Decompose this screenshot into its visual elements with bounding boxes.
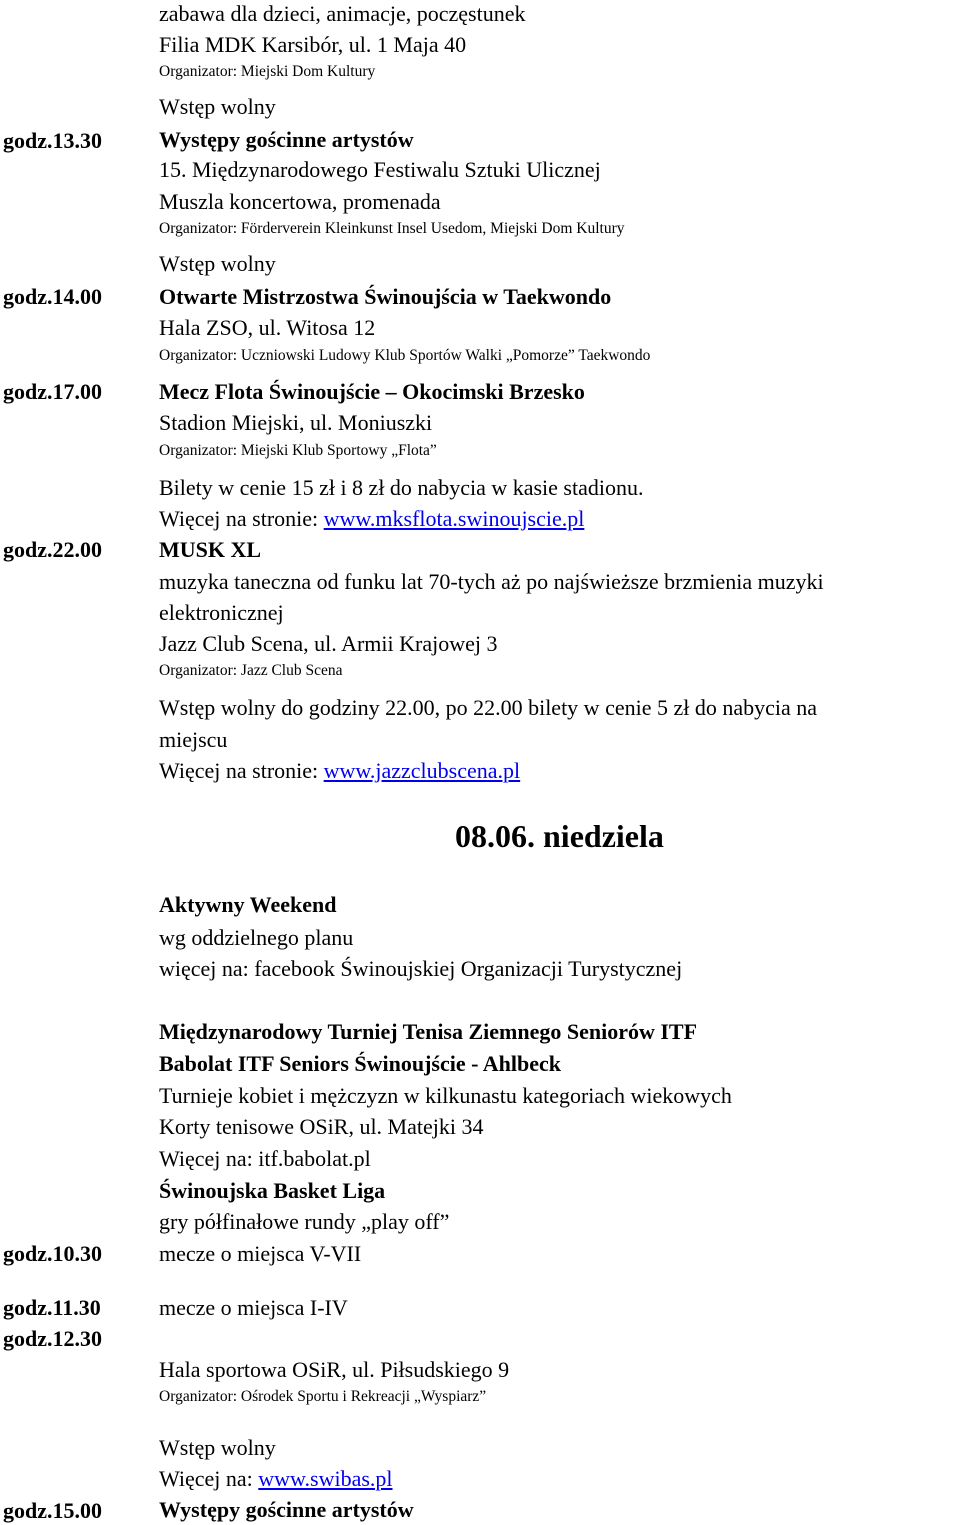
event-admission: miejscu: [159, 727, 228, 752]
event-title: Występy gościnne artystów: [159, 1497, 414, 1522]
event-admission: Wstęp wolny: [159, 1435, 276, 1460]
event-venue: Stadion Miejski, ul. Moniuszki: [159, 410, 433, 435]
event-admission: Wstęp wolny do godziny 22.00, po 22.00 bilety w cenie 5 zł do nabycia na: [159, 695, 818, 720]
event-description: muzyka taneczna od funku lat 70-tych aż po najświeższe brzmienia muzyki: [159, 569, 824, 594]
event-title: Międzynarodowy Turniej Tenisa Ziemnego Seniorów ITF: [159, 1019, 698, 1044]
event-more-info: Więcej na: itf.babolat.pl: [159, 1146, 371, 1171]
swibas-link[interactable]: www.swibas.pl: [258, 1466, 393, 1491]
event-time: godz.11.30: [3, 1295, 101, 1320]
event-organizer: Organizator: Miejski Dom Kultury: [159, 63, 376, 80]
event-description: mecze o miejsca I-IV: [159, 1295, 348, 1320]
event-more-info: [159, 506, 584, 532]
event-venue: Hala ZSO, ul. Witosa 12: [159, 315, 376, 340]
event-description: elektronicznej: [159, 600, 284, 625]
more-info-label: Więcej na stronie:: [159, 758, 324, 783]
event-title: Świnoujska Basket Liga: [159, 1178, 386, 1203]
day-heading: 08.06. niedziela: [455, 818, 664, 854]
mksflota-link[interactable]: www.mksflota.swinoujscie.pl: [323, 506, 585, 531]
event-organizer: Organizator: Jazz Club Scena: [159, 662, 343, 679]
event-more-info: [159, 758, 520, 784]
event-more-info: [159, 1466, 393, 1492]
event-description: Turnieje kobiet i mężczyzn w kilkunastu kategoriach wiekowych: [159, 1083, 732, 1108]
event-organizer: Organizator: Ośrodek Sportu i Rekreacji „Wyspiarz”: [159, 1388, 487, 1405]
event-description: mecze o miejsca V-VII: [159, 1241, 362, 1266]
event-tickets: Bilety w cenie 15 zł i 8 zł do nabycia w kasie stadionu.: [159, 475, 644, 500]
event-venue: Hala sportowa OSiR, ul. Piłsudskiego 9: [159, 1357, 510, 1382]
event-time: godz.12.30: [3, 1326, 102, 1351]
event-organizer: Organizator: Miejski Klub Sportowy „Flota”: [159, 442, 437, 459]
event-time: godz.15.00: [3, 1498, 102, 1523]
event-time: godz.14.00: [3, 284, 102, 309]
event-time: godz.13.30: [3, 128, 102, 153]
event-title: Występy gościnne artystów: [159, 127, 414, 152]
event-organizer: Organizator: Förderverein Kleinkunst Insel Usedom, Miejski Dom Kultury: [159, 220, 625, 237]
more-info-label: Więcej na stronie:: [159, 506, 324, 531]
event-title: 15. Międzynarodowego Festiwalu Sztuki Ulicznej: [159, 157, 601, 182]
event-venue: Jazz Club Scena, ul. Armii Krajowej 3: [159, 631, 498, 656]
event-title: Aktywny Weekend: [159, 892, 337, 917]
event-time: godz.17.00: [3, 379, 102, 404]
event-title: MUSK XL: [159, 537, 262, 562]
event-more-info: więcej na: facebook Świnoujskiej Organizacji Turystycznej: [159, 956, 683, 981]
event-organizer: Organizator: Uczniowski Ludowy Klub Sportów Walki „Pomorze” Taekwondo: [159, 347, 651, 364]
event-title: Babolat ITF Seniors Świnoujście - Ahlbeck: [159, 1051, 561, 1076]
event-time: godz.10.30: [3, 1241, 102, 1266]
event-venue: Filia MDK Karsibór, ul. 1 Maja 40: [159, 32, 467, 57]
event-admission: Wstęp wolny: [159, 251, 276, 276]
event-venue: Muszla koncertowa, promenada: [159, 189, 441, 214]
event-title: Otwarte Mistrzostwa Świnoujścia w Taekwondo: [159, 284, 612, 309]
event-description: gry półfinałowe rundy „play off”: [159, 1209, 450, 1234]
more-info-label: Więcej na:: [159, 1466, 259, 1491]
event-admission: Wstęp wolny: [159, 94, 276, 119]
event-title: Mecz Flota Świnoujście – Okocimski Brzesko: [159, 379, 585, 404]
event-venue: Korty tenisowe OSiR, ul. Matejki 34: [159, 1114, 484, 1139]
jazzclubscena-link[interactable]: www.jazzclubscena.pl: [323, 758, 521, 783]
event-description: zabawa dla dzieci, animacje, poczęstunek: [159, 1, 526, 26]
event-time: godz.22.00: [3, 537, 102, 562]
event-description: wg oddzielnego planu: [159, 925, 354, 950]
